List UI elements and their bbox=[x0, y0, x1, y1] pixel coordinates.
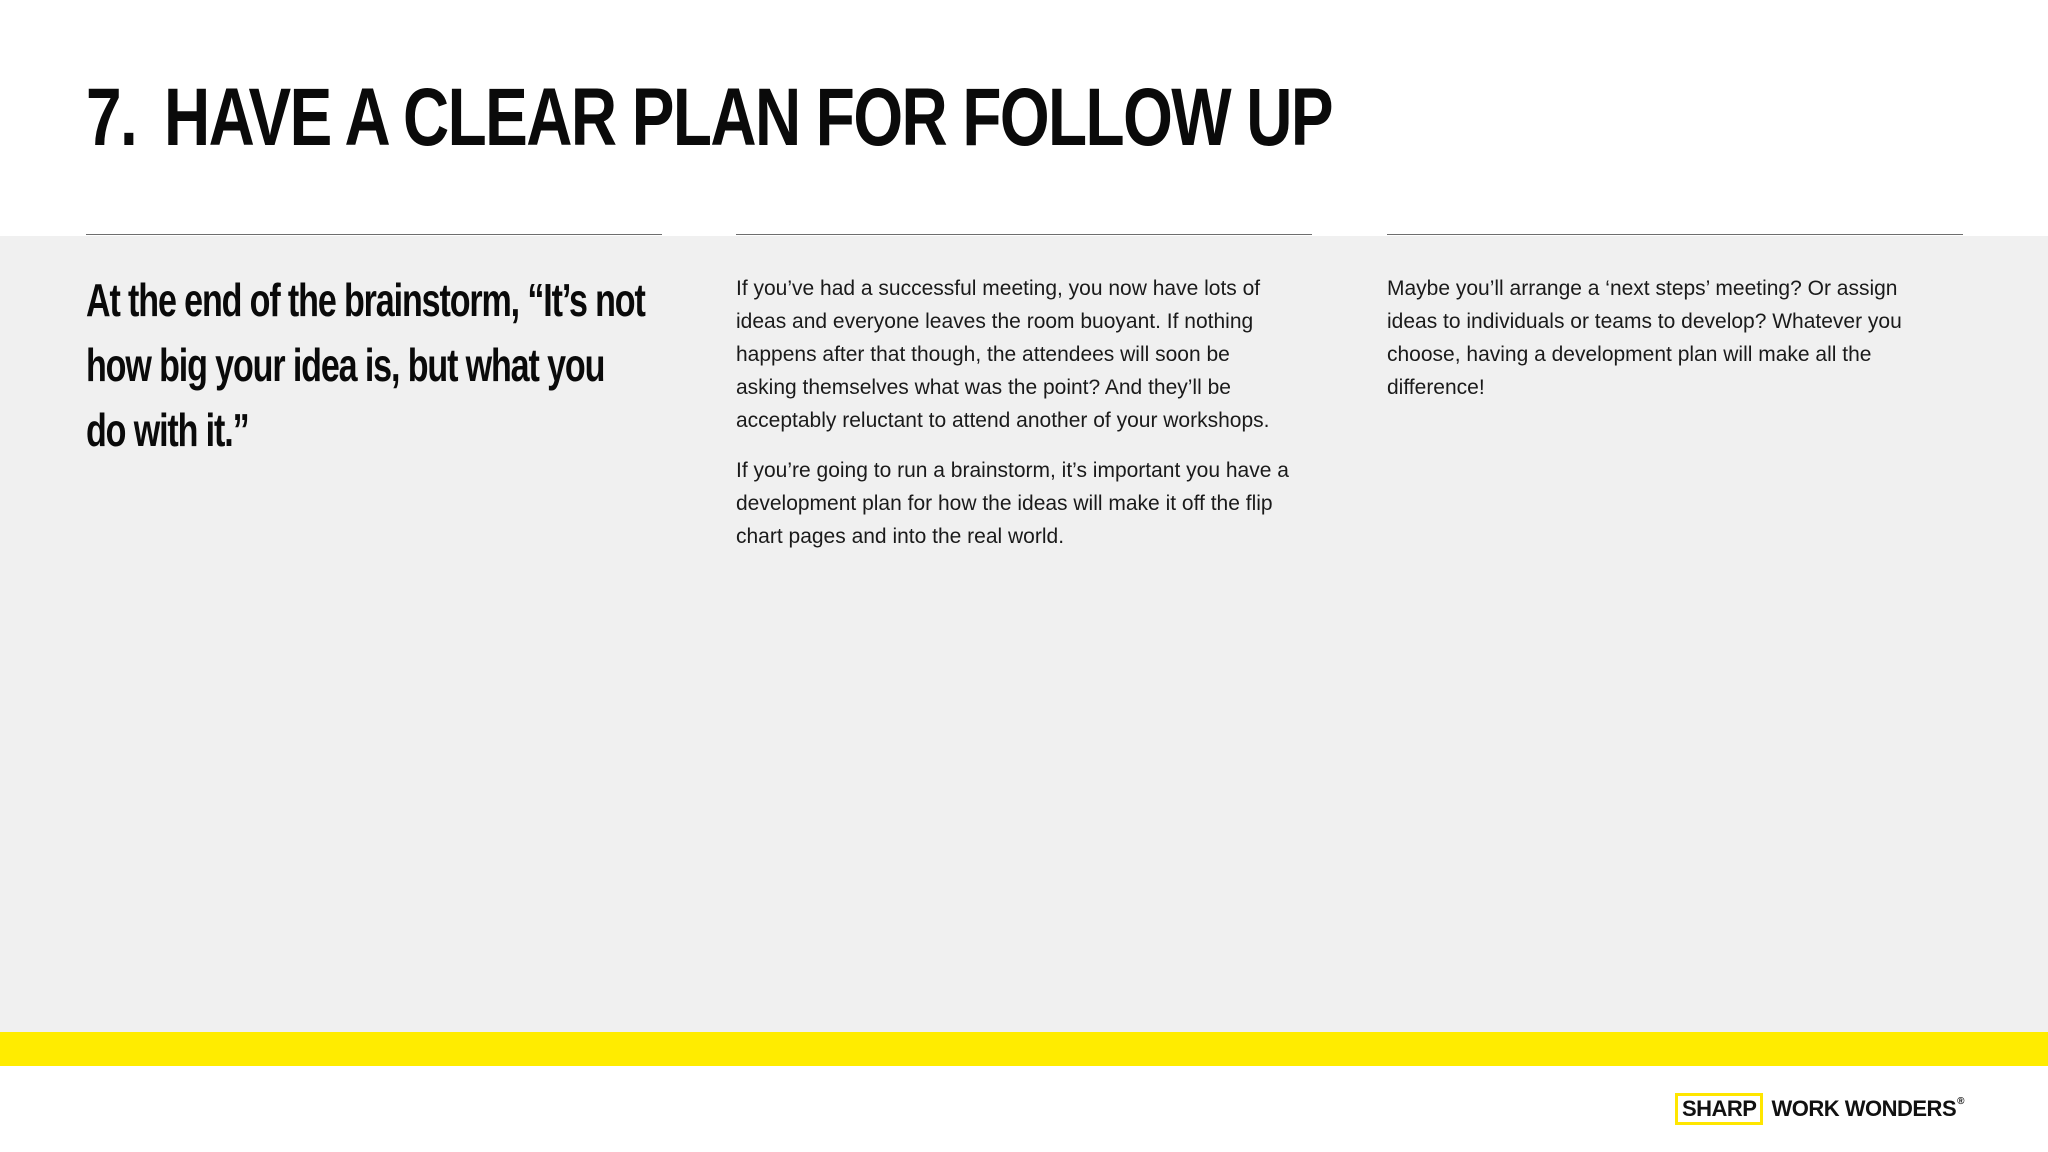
slide-header bbox=[0, 0, 2048, 236]
column-right bbox=[1387, 234, 1963, 404]
brand-logo bbox=[1675, 1093, 1964, 1125]
slide-title-text: HAVE A CLEAR PLAN FOR FOLLOW UP bbox=[164, 72, 1333, 163]
column-middle bbox=[736, 234, 1312, 553]
slide-number: 7. bbox=[86, 72, 137, 163]
logo-tagline-text: WORK WONDERS bbox=[1771, 1096, 1957, 1121]
middle-paragraph-1: If you’ve had a successful meeting, you now have lots of ideas and everyone leaves the room buoyant. If nothing happens after that though, the attendees will soon be asking themselves what was the point? And they’ll be acceptably reluctant to attend another of your workshops. bbox=[736, 277, 1270, 432]
middle-paragraph-2: If you’re going to run a brainstorm, it’s important you have a development plan for how the ideas will make it off the flip chart pages and into the real world. bbox=[736, 459, 1289, 548]
logo-sharp-box: SHARP bbox=[1675, 1093, 1764, 1125]
accent-bar bbox=[0, 1032, 2048, 1066]
registered-mark: ® bbox=[1957, 1096, 1964, 1107]
slide-title bbox=[86, 68, 1332, 168]
logo-tagline bbox=[1771, 1096, 1964, 1122]
pull-quote: At the end of the brainstorm, “It’s not how big your idea is, but what you do with it.” bbox=[86, 274, 645, 456]
column-quote bbox=[86, 234, 662, 463]
right-paragraph-1: Maybe you’ll arrange a ‘next steps’ meeting? Or assign ideas to individuals or teams to develop? Whatever you choose, having a development plan will make all the difference! bbox=[1387, 277, 1902, 399]
